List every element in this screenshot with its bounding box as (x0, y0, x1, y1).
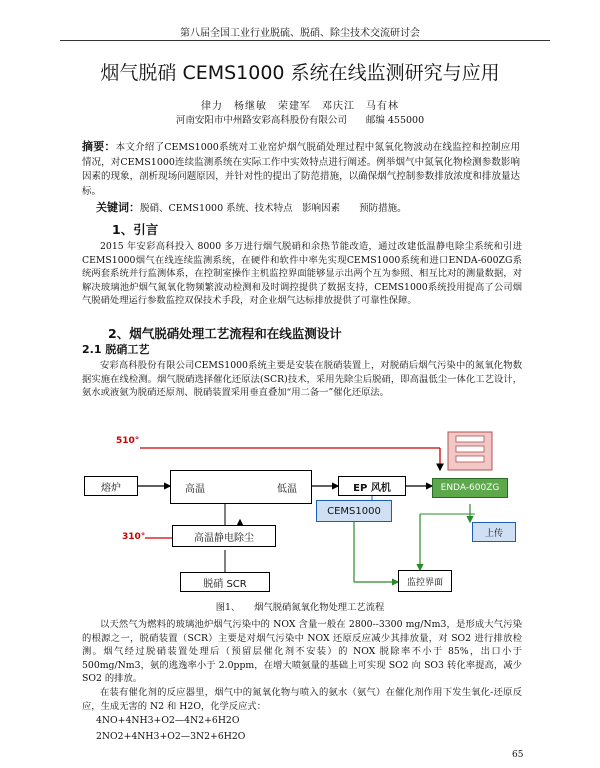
low-temp-label: 低温 (277, 483, 297, 495)
abstract (82, 140, 520, 199)
section1-paragraph: 2015 年安彩高科投入 8000 多万进行烟气脱硝和余热节能改造，通过改建低温静电除尘系统和引进CEMS1000烟气在线连续监测系统，在硬件和软件中率先实现CEMS1000系统和进口ENDA-600ZG系统两套系统并行监测体系，在控制室操作主机监控界面能够显示出两个互为参照、相互比对的测量数据，对解决玻璃池炉烟气氮氧化物频繁波动检测和及时调控提供了数据支持，CEMS1000系统投用提高了公司烟气脱硝处理运行参数监控双保技术手段，对企业烟气达标排放提供了可靠性保障。 (82, 241, 522, 307)
section2-paragraph-3: 在装有催化剂的反应器里，烟气中的氮氧化物与喷入的氨水（氨气）在催化剂作用下发生氧化-还原反应，生成无害的 N2 和 H2O，化学反应式： (82, 687, 522, 712)
monitor-box: 监控界面 (398, 570, 452, 592)
high-temp-label: 高温 (185, 483, 205, 495)
section2-paragraph-2: 以天然气为燃料的玻璃池炉烟气污染中的 NOX 含量一般在 2800--3300 mg/Nm3，是形成大气污染的根源之一，脱硝装置（SCR）主要是对烟气污染中 NOX 还原反应减少其排放量，对 SO2 进行排放检测。烟气经过脱硝装置处理后（预留层催化剂不安装）的 NOX 脱除率不小于 85%，出口小于 500mg/Nm3，氨的逃逸率小于 2.0ppm，在增大喷氨量的基础上可实现 SO2 向 SO3 转化率提高，减少 SO2 的排放。 (82, 619, 522, 685)
ep-fan-box: EP 风机 (338, 476, 406, 496)
esp-box: 高温静电除尘 (172, 525, 276, 547)
high-low-temp-box (170, 470, 312, 504)
page-number: 65 (512, 750, 524, 760)
abstract-label: 摘要： (82, 140, 116, 153)
section1-heading: 1、引言 (112, 222, 159, 237)
keywords-text: 脱硝、CEMS1000 系统、技术特点 影响因素 预防措施。 (140, 203, 407, 214)
figure-lines (80, 430, 520, 598)
authors: 律力 杨继敏 荣建军 邓庆江 马有林 (201, 101, 399, 112)
temp-label-top: 510° (116, 436, 140, 446)
enda-600zg-box: ENDA-600ZG (432, 478, 508, 498)
temp-label-bottom: 310° (122, 532, 146, 542)
abstract-text: 本文介绍了CEMS1000系统对工业窑炉烟气脱硝处理过程中氮氧化物波动在线监控和控制应用情况，对CEMS1000连续监测系统在实际工作中实效特点进行阐述。例举烟气中氮氧化物检测参数影响因素的现象，剖析现场问题原因，并针对性的提出了防范措施，以确保烟气控制参数排放浓度和排放量达标。 (82, 142, 521, 197)
cems1000-box: CEMS1000 (316, 500, 392, 522)
section2-1-heading: 2.1 脱硝工艺 (82, 343, 150, 356)
figure-caption: 图1、 烟气脱硝氮氧化物处理工艺流程 (215, 602, 385, 613)
process-flow-figure (80, 430, 520, 598)
equation-2: 2NO2+4NH3+O2—3N2+6H2O (96, 731, 246, 742)
scr-box: 脱硝 SCR (180, 572, 270, 592)
header-rule (60, 40, 550, 41)
section2-heading: 2、烟气脱硝处理工艺流程和在线监测设计 (108, 326, 342, 341)
conference-header: 第八届全国工业行业脱硫、脱硝、除尘技术交流研讨会 (180, 28, 420, 39)
keywords-label: 关键词： (96, 201, 140, 214)
upload-box: 上传 (472, 522, 516, 542)
equation-1: 4NO+4NH3+O2—4N2+6H2O (96, 715, 240, 726)
kiln-box: 熔炉 (84, 476, 138, 496)
keywords (96, 199, 516, 215)
affiliation: 河南安阳市中州路安彩高科股份有限公司 邮编 455000 (175, 115, 425, 126)
paper-title: 烟气脱硝 CEMS1000 系统在线监测研究与应用 (100, 62, 500, 84)
section2-paragraph-1: 安彩高科股份有限公司CEMS1000系统主要是安装在脱硝装置上，对脱硝后烟气污染中的氮氧化物数据实施在线检测。烟气脱硝选择催化还原法(SCR)技术，采用先除尘后脱硝，即高温低尘一体化工艺设计，氨水或液氨为脱硝还原剂、脱硝装置采用垂直叠加“用二备一”催化还原法。 (82, 360, 522, 399)
